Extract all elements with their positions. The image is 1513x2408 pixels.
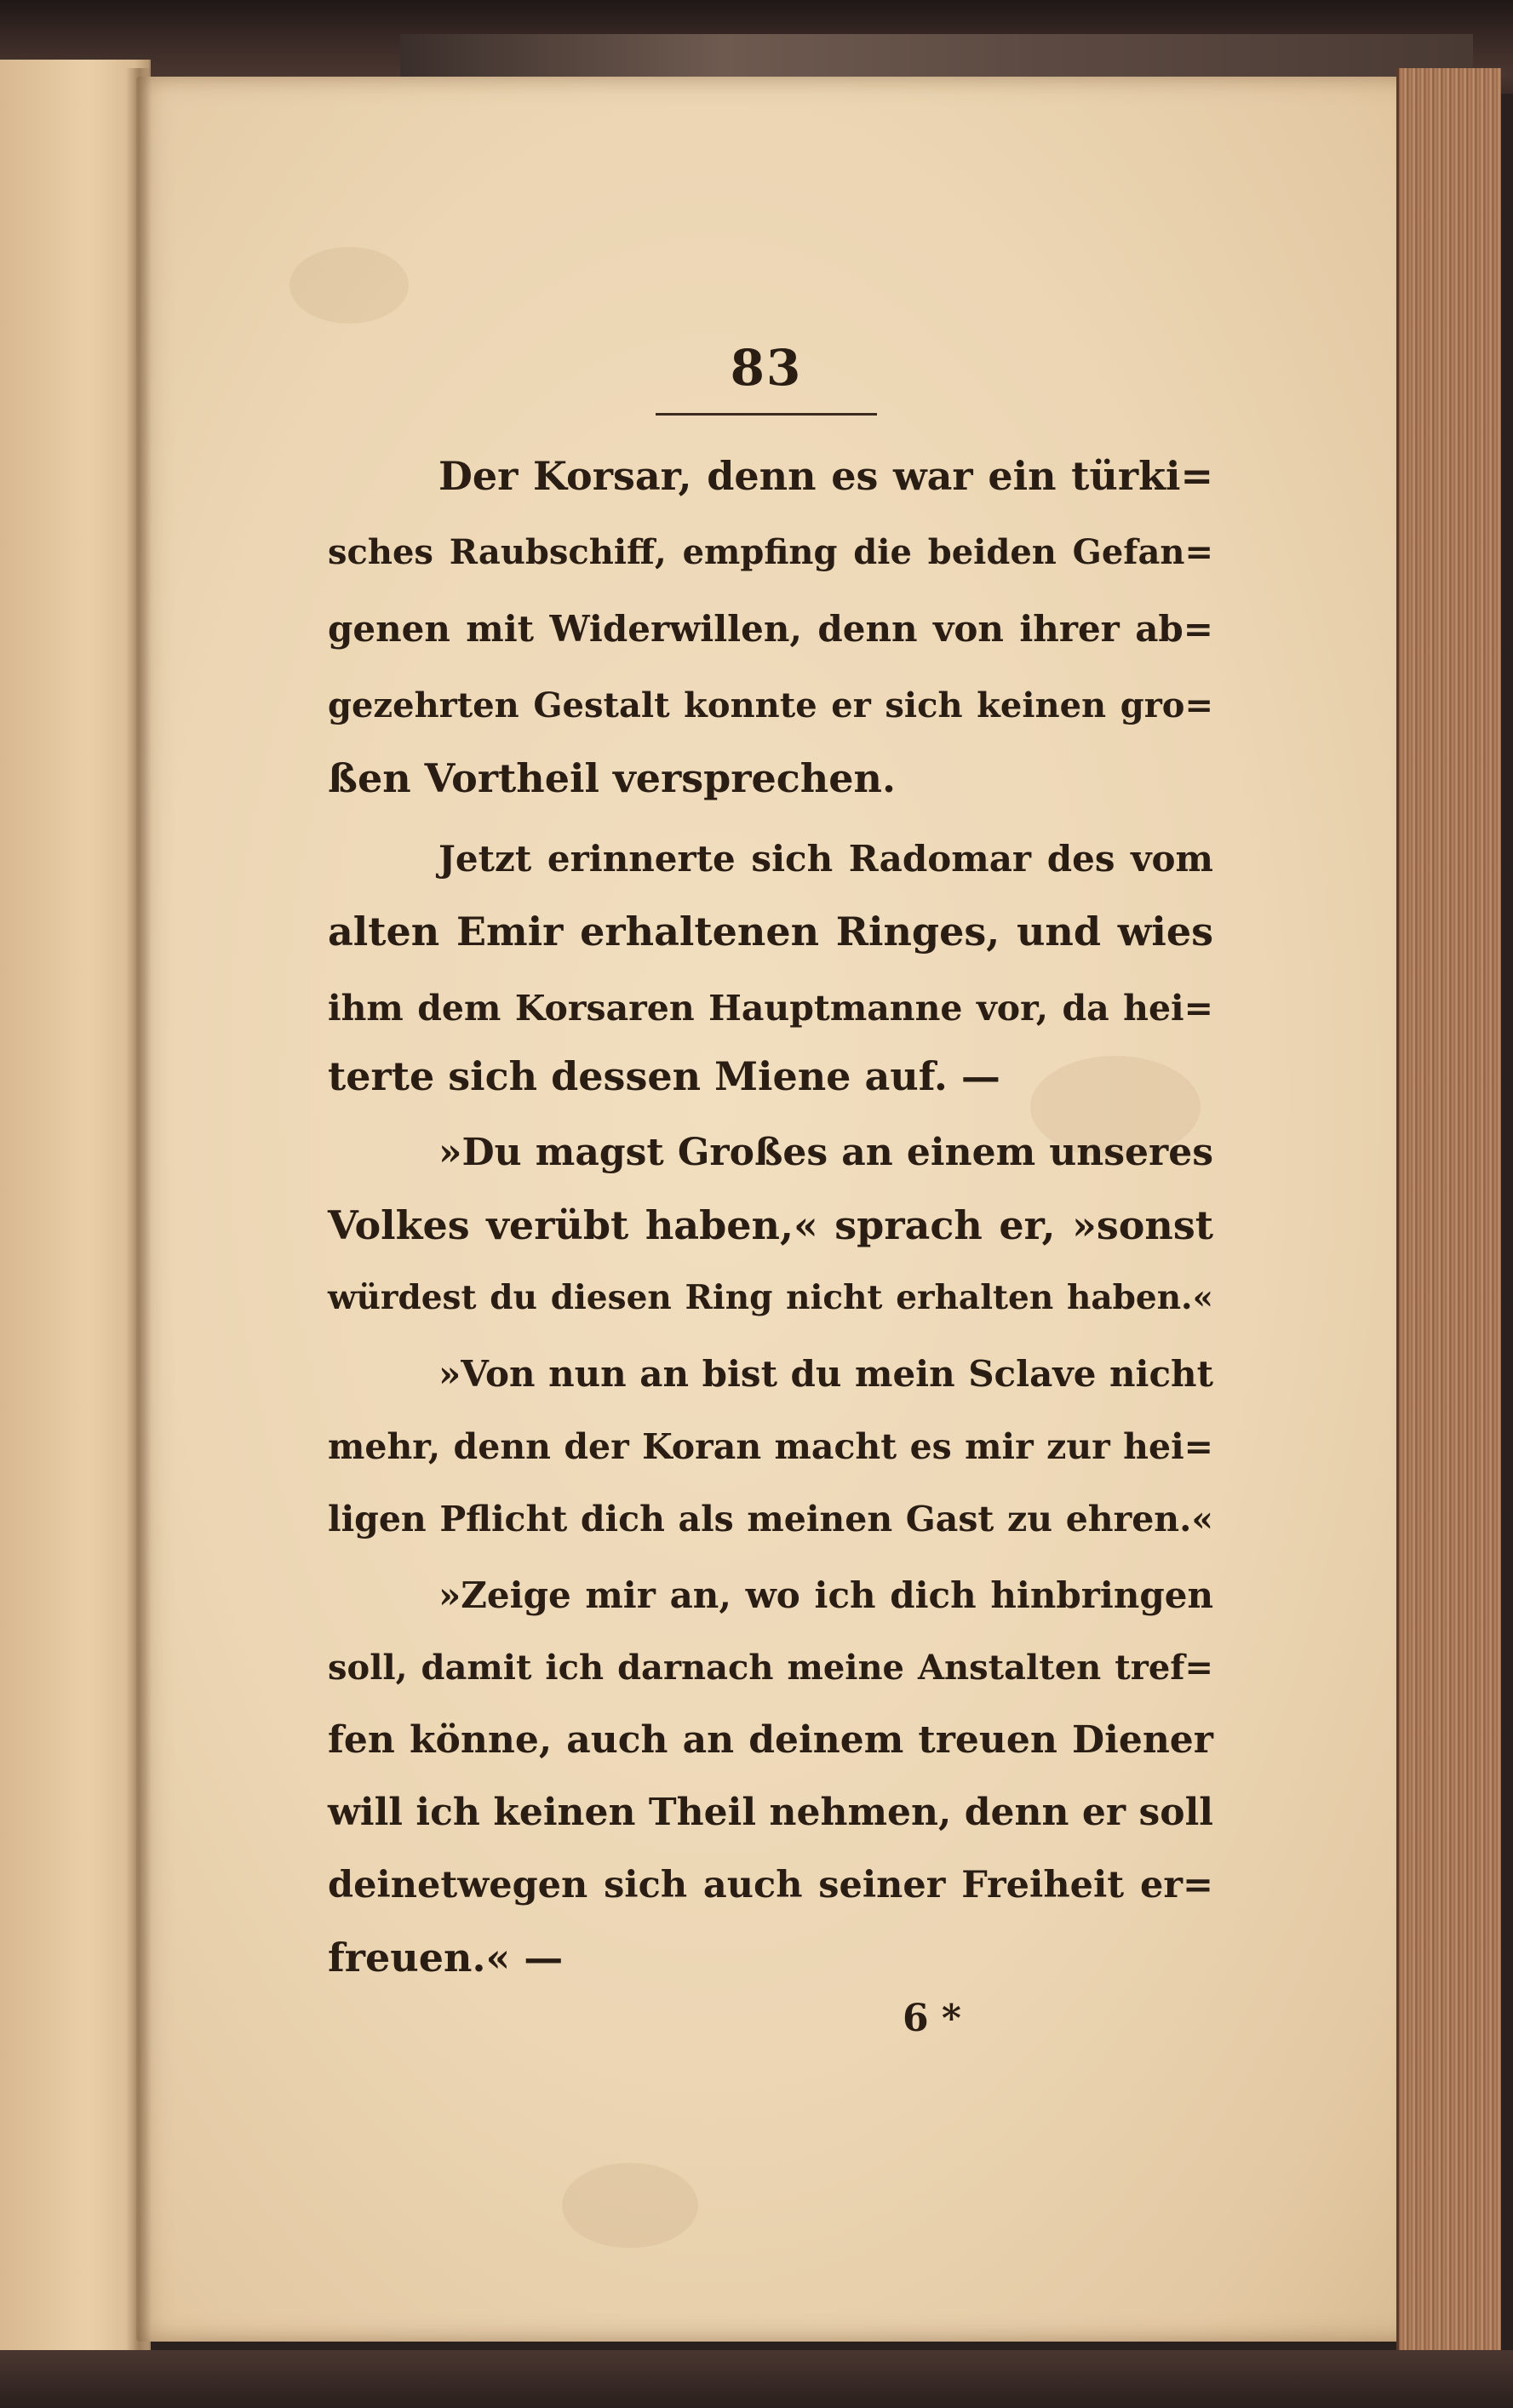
text-line: deinetwegen sich auch seiner Freiheit er= xyxy=(328,1864,1213,1906)
text-line: ihm dem Korsaren Hauptmanne vor, da hei= xyxy=(328,988,1213,1029)
text-line: freuen.« — xyxy=(328,1935,564,1981)
signature-mark: 6 * xyxy=(903,1997,961,2040)
text-line: will ich keinen Theil nehmen, denn er soll xyxy=(328,1791,1213,1834)
text-line: »Von nun an bist du mein Sclave nicht xyxy=(438,1353,1213,1395)
text-line: Volkes verübt haben,« sprach er, »sonst xyxy=(328,1202,1213,1248)
text-line: »Zeige mir an, wo ich dich hinbringen xyxy=(438,1574,1213,1616)
text-line: ligen Pflicht dich als meinen Gast zu ehren.« xyxy=(328,1499,1213,1539)
page-gutter xyxy=(126,68,152,2359)
paper-stain xyxy=(562,2163,698,2248)
text-line: Jetzt erinnerte sich Radomar des vom xyxy=(438,838,1213,880)
text-line: soll, damit ich darnach meine Anstalten tref= xyxy=(328,1648,1213,1688)
page-number: 83 xyxy=(730,339,803,397)
text-line: fen könne, auch an deinem treuen Diener xyxy=(328,1718,1213,1762)
text-line: »Du magst Großes an einem unseres xyxy=(438,1131,1213,1174)
text-line: mehr, denn der Koran macht es mir zur hei= xyxy=(328,1426,1213,1467)
text-line: ßen Vortheil versprechen. xyxy=(328,755,896,801)
text-line: würdest du diesen Ring nicht erhalten haben.« xyxy=(328,1278,1213,1317)
text-line: genen mit Widerwillen, denn von ihrer ab= xyxy=(328,608,1213,650)
page-stack-edges xyxy=(1396,68,1501,2359)
text-line: gezehrten Gestalt konnte er sich keinen gro= xyxy=(328,685,1213,725)
text-line: Der Korsar, denn es war ein türki= xyxy=(438,453,1213,499)
book-bottom-edge xyxy=(0,2350,1513,2408)
text-line: sches Raubschiff, empfing die beiden Gefan= xyxy=(328,532,1213,572)
text-line: terte sich dessen Miene auf. — xyxy=(328,1053,1000,1099)
paper-stain xyxy=(289,247,409,324)
text-line: alten Emir erhaltenen Ringes, und wies xyxy=(328,909,1213,955)
header-rule xyxy=(656,413,877,416)
